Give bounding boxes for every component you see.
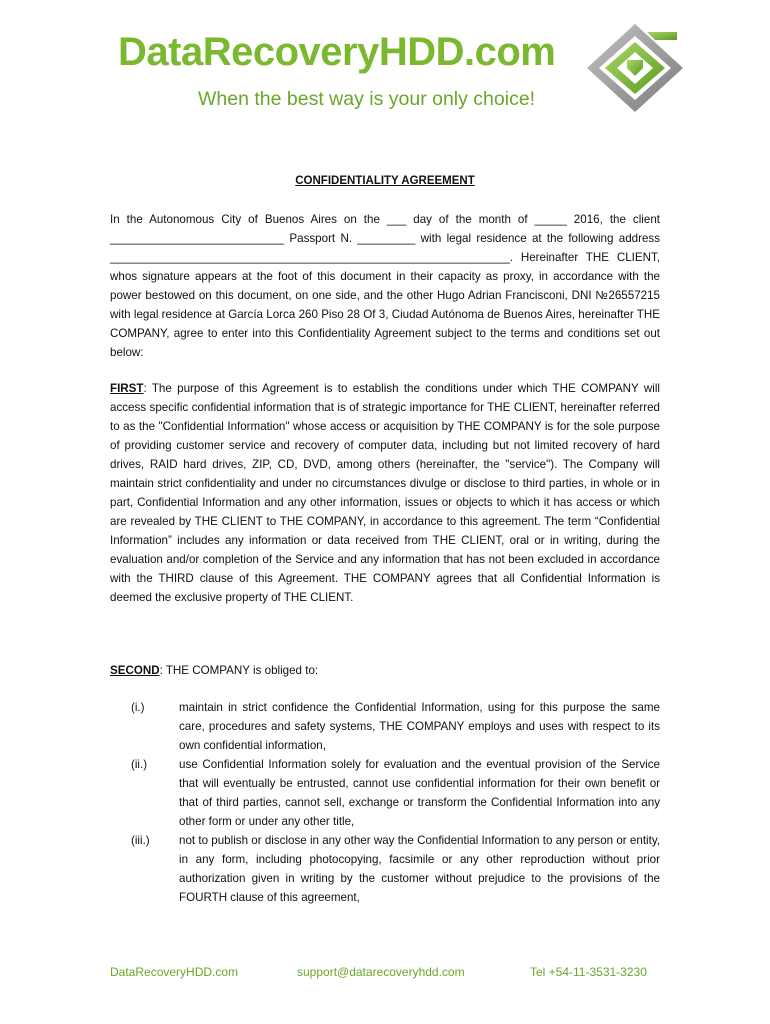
second-clause-label: SECOND (110, 664, 160, 677)
second-clause-text: : THE COMPANY is obliged to: (159, 664, 319, 677)
intro-paragraph: In the Autonomous City of Buenos Aires on the ___ day of the month of _____ 2016, the client ___________________________ Passport N. _________ with legal residence at the following address ______________________________________________________________. Hereinafter THE CLIENT, whos signature appears at the foot of this document in their capacity as proxy, in accordance with the power bestowed on this document, on one side, and the other Hugo Adrian Francisconi, DNI №26557215 with legal residence at García Lorca 260 Piso 28 Of 3, Ciudad Autónoma de Buenos Aires, hereinafter THE COMPANY, agree to enter into this Confidentiality Agreement subject to the terms and conditions set out below: (110, 213, 660, 359)
second-clause (110, 661, 660, 680)
diamond-shield-logo-icon (585, 22, 685, 114)
brand-tagline: When the best way is your only choice! (198, 88, 536, 110)
list-item-number: (i.) (131, 701, 145, 714)
footer-email: support@datarecoveryhdd.com (297, 965, 465, 979)
first-clause-text: : The purpose of this Agreement is to establish the conditions under which THE COMPANY will access specific confidential information that is of strategic importance for THE CLIENT, hereinafter referred to as the "Confidential Information" whose access or acquisition by THE COMPANY is for the sole purpose of providing customer service and recovery of computer data, including but not limited recovery of hard drives, RAID hard drives, ZIP, CD, DVD, among others (hereinafter, the "service"). The Company will maintain strict confidentiality and under no circumstances divulge or disclose to third parties, in whole or in part, Confidential Information and any other information, issues or objects to which it has access or which are revealed by THE CLIENT to THE COMPANY, in accordance to this agreement. The term “Confidential Information” includes any information or data received from THE CLIENT, oral or in writing, during the evaluation and/or completion of the Service and any information that has not been excluded in accordance with the THIRD clause of this Agreement. THE COMPANY agrees that all Confidential Information is deemed the exclusive property of THE CLIENT. (110, 382, 660, 604)
list-item-text: not to publish or disclose in any other way the Confidential Information to any person or entity, in any form, including photocopying, facsimile or any other reproduction without prior authorization given in writing by the customer without prejudice to the provisions of the FOURTH clause of this agreement, (179, 834, 660, 904)
list-item (110, 831, 660, 907)
first-clause-label: FIRST (110, 382, 144, 395)
list-item-number: (iii.) (131, 834, 150, 847)
list-item (110, 698, 660, 755)
list-item-text: use Confidential Information solely for evaluation and the eventual provision of the Service that will eventually be entrusted, cannot use confidential information for their own benefit or that of third parties, cannot sell, exchange or transform the Confidential Information into any other form or under any other title, (179, 758, 660, 828)
list-item-number: (ii.) (131, 758, 148, 771)
list-item-text: maintain in strict confidence the Confidential Information, using for this purpose the same care, procedures and safety systems, THE COMPANY employs and uses with respect to its own confidential information, (179, 701, 660, 752)
list-item (110, 755, 660, 831)
document-title: CONFIDENTIALITY AGREEMENT (295, 175, 475, 187)
obligations-list (110, 698, 660, 907)
footer-website: DataRecoveryHDD.com (110, 965, 239, 979)
first-clause (110, 379, 660, 607)
footer-phone: Tel +54-11-3531-3230 (530, 965, 647, 979)
brand-name: DataRecoveryHDD.com (118, 30, 556, 74)
